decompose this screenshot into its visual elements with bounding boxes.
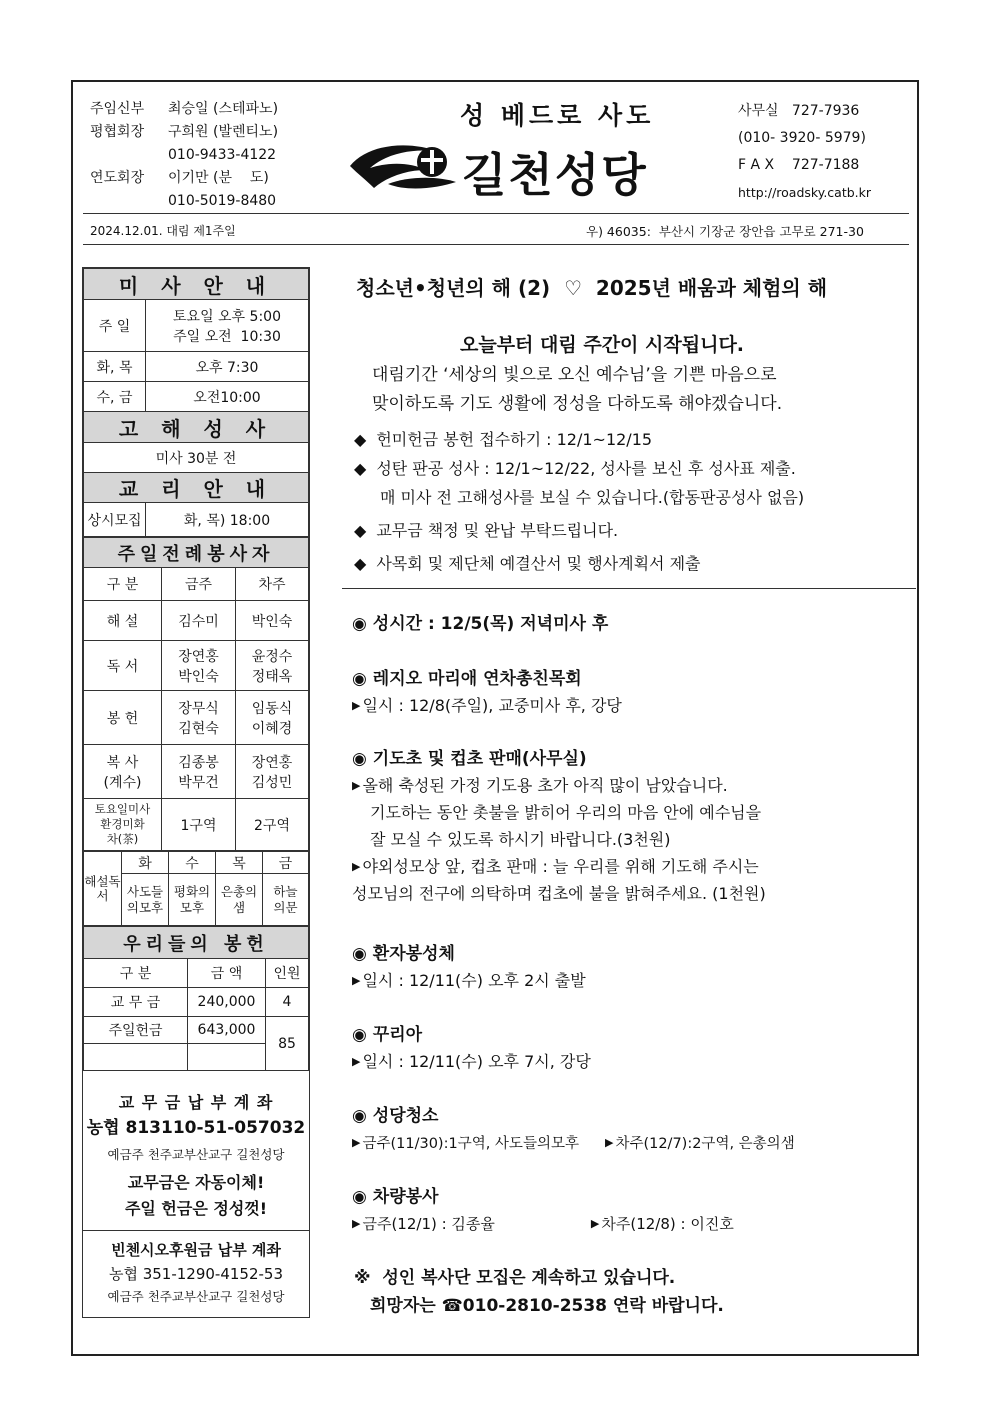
cleaning-title: 성당청소 xyxy=(372,1106,439,1126)
senior-label: 연도회장 xyxy=(90,170,145,186)
tithe-account-box xyxy=(83,1090,309,1222)
offering-this-2: 김현숙 xyxy=(178,720,219,737)
vincent-account-heading: 빈첸시오후원금 납부 계좌 xyxy=(111,1241,281,1259)
bulletin-date: 2024.12.01. 대림 제1주일 xyxy=(90,224,236,238)
notice-2b: 매 미사 전 고해성사를 보실 수 있습니다.(합동판공성사 없음) xyxy=(380,488,805,507)
altar-next-2: 김성민 xyxy=(251,774,293,791)
weekday-tue: 화 xyxy=(122,852,169,874)
triangle-bullet-icon: ▶ xyxy=(352,974,361,987)
notice-list xyxy=(354,425,804,578)
mobile-phone: (010- 3920- 5979) xyxy=(738,130,866,146)
contact-info xyxy=(738,98,871,206)
council-name: 구희원 (발렌티노) xyxy=(168,124,279,140)
offerings-table xyxy=(83,926,309,1071)
notice-3: 교무금 책정 및 완납 부탁드립니다. xyxy=(376,521,619,540)
council-phone: 010-9433-4122 xyxy=(168,147,277,163)
notice-2a: 성탄 판공 성사 : 12/1~12/22, 성사를 보신 후 성사표 제출. xyxy=(376,459,796,478)
triangle-bullet-icon: ▶ xyxy=(352,1217,361,1230)
tithe-people: 4 xyxy=(266,988,309,1017)
diamond-bullet-icon: ◆ xyxy=(354,521,367,540)
target-bullet-icon: ◉ xyxy=(352,749,373,769)
confession-heading: 고 해 성 사 xyxy=(84,412,309,443)
tithe-amount: 240,000 xyxy=(188,988,266,1017)
year-theme: 청소년•청년의 해 (2) ♡ 2025년 배움과 체험의 해 xyxy=(356,276,828,300)
wedfri-label: 수, 금 xyxy=(84,382,146,412)
weekday-wed: 수 xyxy=(169,852,216,874)
recruit-notice xyxy=(354,1264,724,1320)
offering-next-2: 이혜경 xyxy=(251,720,293,737)
tithe-account-number: 농협 813110-51-057032 xyxy=(86,1118,306,1138)
candles-title: 기도초 및 컵초 판매(사무실) xyxy=(372,749,587,769)
mass-heading: 미 사 안 내 xyxy=(84,269,309,300)
offerings-col-amount: 금 액 xyxy=(188,959,266,988)
advent-line-1: 대림기간 ‘세상의 빛으로 오신 예수님’을 기쁜 마음으로 xyxy=(372,365,777,385)
catechism-time: 화, 목) 18:00 xyxy=(146,503,309,537)
sunday-time-1: 토요일 오후 5:00 xyxy=(173,308,281,325)
weekday-fri: 금 xyxy=(263,852,309,874)
sat-next: 2구역 xyxy=(236,799,309,851)
weekday-group-thu-1: 은총의 xyxy=(220,883,258,899)
sat-label-2: 환경미화 xyxy=(100,817,145,831)
reader-this-1: 장연홍 xyxy=(178,648,219,665)
target-bullet-icon: ◉ xyxy=(352,1025,373,1045)
driving-this: 금주(12/1) : 김종율 xyxy=(362,1215,495,1233)
advent-line-2: 맞이하도록 기도 생활에 정성을 다하도록 해야겠습니다. xyxy=(372,394,783,414)
pastor-label: 주임신부 xyxy=(90,101,145,117)
candles-line-1: 올해 축성된 가정 기도용 초가 아직 많이 남았습니다. xyxy=(362,776,728,795)
tithe-account-holder: 예금주 천주교부산교구 길천성당 xyxy=(107,1147,285,1162)
pastor-name: 최승일 (스테파노) xyxy=(168,101,279,117)
leadership-info xyxy=(90,98,278,213)
section-cleaning xyxy=(352,1101,908,1153)
office-phone: 사무실 727-7936 xyxy=(738,103,860,119)
legio-title: 레지오 마리애 연차총친목회 xyxy=(372,669,582,689)
council-label: 평협회장 xyxy=(90,124,145,140)
candles-line-3: 잘 모실 수 있도록 하시기 바랍니다.(3천원) xyxy=(370,830,671,849)
sick-communion-title: 환자봉성체 xyxy=(372,944,455,964)
website-link[interactable]: http://roadsky.catb.kr xyxy=(738,185,872,200)
parish-patron: 성 베드로 사도 xyxy=(460,101,655,130)
cleaning-next: 차주(12/7):2구역, 은총의샘 xyxy=(615,1136,795,1152)
curia-title: 꾸리아 xyxy=(372,1025,423,1045)
weekday-group-wed-2: 모후 xyxy=(179,899,205,915)
sunday-time-2: 주일 오전 10:30 xyxy=(173,328,281,345)
commentary-next: 박인숙 xyxy=(236,601,309,641)
target-bullet-icon: ◉ xyxy=(352,614,373,634)
header-divider xyxy=(83,213,909,214)
offering-this-1: 장무식 xyxy=(178,700,219,717)
sincere-offering-note: 주일 헌금은 정성껏! xyxy=(124,1199,268,1218)
section-holy-hour xyxy=(352,609,608,634)
triangle-bullet-icon: ▶ xyxy=(352,860,361,873)
notice-4: 사목회 및 제단체 예결산서 및 행사계획서 제출 xyxy=(376,554,701,573)
sat-label-3: 차(茶) xyxy=(106,832,139,846)
servers-heading: 주일전례봉사자 xyxy=(84,538,309,568)
weekday-group-wed-1: 평화의 xyxy=(173,883,211,899)
section-sick-communion xyxy=(352,939,586,991)
wedfri-time: 오전10:00 xyxy=(146,382,309,412)
weekday-group-tue-2: 의모후 xyxy=(126,899,164,915)
triangle-bullet-icon: ▶ xyxy=(604,1136,614,1149)
offering-label: 봉 헌 xyxy=(84,691,162,745)
notice-1: 헌미헌금 봉헌 접수하기 : 12/1~12/15 xyxy=(376,430,653,449)
mass-schedule-table xyxy=(83,268,309,537)
triangle-bullet-icon: ▶ xyxy=(352,1055,361,1068)
commentary-label: 해 설 xyxy=(84,601,162,641)
fax-number: F A X 727-7188 xyxy=(738,157,860,173)
notice-divider xyxy=(342,588,916,589)
empty-cell xyxy=(84,1044,188,1071)
offerings-col-people: 인원 xyxy=(266,959,309,988)
diamond-bullet-icon: ◆ xyxy=(354,459,367,478)
curia-detail: 일시 : 12/11(수) 오후 7시, 강당 xyxy=(362,1052,591,1071)
sat-label-1: 토요일미사 xyxy=(94,802,151,816)
driving-title: 차량봉사 xyxy=(372,1187,439,1207)
servers-col-next: 차주 xyxy=(236,568,309,601)
diamond-bullet-icon: ◆ xyxy=(354,554,367,573)
advent-message xyxy=(372,361,782,419)
reader-next-1: 윤정수 xyxy=(251,648,293,665)
senior-name: 이기만 (분 도) xyxy=(168,170,269,186)
parish-name: 길천성당 xyxy=(462,148,648,202)
section-curia xyxy=(352,1020,591,1072)
sunday-label: 주 일 xyxy=(84,300,146,352)
target-bullet-icon: ◉ xyxy=(352,1187,373,1207)
autopay-note: 교무금은 자동이체! xyxy=(127,1173,265,1192)
bank-divider xyxy=(83,1230,309,1231)
advent-title: 오늘부터 대림 주간이 시작됩니다. xyxy=(460,334,745,356)
tithe-account-heading: 교 무 금 납 부 계 좌 xyxy=(118,1093,274,1112)
servers-table xyxy=(83,537,309,851)
senior-phone: 010-5019-8480 xyxy=(168,193,277,209)
triangle-bullet-icon: ▶ xyxy=(352,779,361,792)
altar-this-2: 박무건 xyxy=(178,774,219,791)
triangle-bullet-icon: ▶ xyxy=(352,1136,361,1149)
reader-this-2: 박인숙 xyxy=(178,668,219,685)
cleaning-this: 금주(11/30):1구역, 사도들의모후 xyxy=(362,1136,579,1152)
sunday-offering-amount: 643,000 xyxy=(188,1017,266,1044)
subheader-divider xyxy=(83,244,909,245)
triangle-bullet-icon: ▶ xyxy=(590,1217,600,1230)
recruit-line-2: 희망자는 ☎010-2810-2538 연락 바랍니다. xyxy=(370,1296,724,1316)
commentary-this: 김수미 xyxy=(162,601,236,641)
altar-label-1: 복 사 xyxy=(106,754,139,771)
tuethu-time: 오후 7:30 xyxy=(146,352,309,382)
vincent-account-box xyxy=(83,1238,309,1308)
candles-line-5: 성모님의 전구에 의탁하며 컵초에 불을 밝혀주세요. (1천원) xyxy=(352,884,766,903)
weekday-thu: 목 xyxy=(216,852,263,874)
candles-line-2: 기도하는 동안 촛불을 밝히어 우리의 마음 안에 예수님을 xyxy=(370,803,762,822)
section-driving xyxy=(352,1182,908,1234)
vincent-account-holder: 예금주 천주교부산교구 길천성당 xyxy=(107,1289,285,1304)
reader-next-2: 정태옥 xyxy=(251,668,293,685)
target-bullet-icon: ◉ xyxy=(352,669,373,689)
holy-hour-title: 성시간 : 12/5(목) 저녁미사 후 xyxy=(372,614,609,634)
left-sidebar xyxy=(82,267,310,1318)
catechism-label: 상시모집 xyxy=(84,503,146,537)
altar-label-2: (계수) xyxy=(103,774,142,791)
tithe-label: 교 무 금 xyxy=(84,988,188,1017)
triangle-bullet-icon: ▶ xyxy=(352,699,361,712)
target-bullet-icon: ◉ xyxy=(352,944,373,964)
weekday-group-fri-2: 의문 xyxy=(273,899,298,915)
reader-label: 독 서 xyxy=(84,641,162,691)
sick-communion-detail: 일시 : 12/11(수) 오후 2시 출발 xyxy=(362,971,586,990)
legio-detail: 일시 : 12/8(주일), 교중미사 후, 강당 xyxy=(362,696,622,715)
offerings-heading: 우리들의 봉헌 xyxy=(84,927,309,959)
sunday-offering-people: 85 xyxy=(266,1017,309,1071)
parish-logo-icon xyxy=(348,136,460,196)
weekday-label: 해설독서 xyxy=(84,852,122,926)
tuethu-label: 화, 목 xyxy=(84,352,146,382)
offerings-col-category: 구 분 xyxy=(84,959,188,988)
candles-line-4: 야외성모상 앞, 컵초 판매 : 늘 우리를 위해 기도해 주시는 xyxy=(362,857,759,876)
catechism-heading: 교 리 안 내 xyxy=(84,473,309,503)
confession-text: 미사 30분 전 xyxy=(84,443,309,473)
vincent-account-number: 농협 351-1290-4152-53 xyxy=(108,1265,284,1283)
offering-next-1: 임동식 xyxy=(251,700,293,717)
section-legio xyxy=(352,664,622,716)
empty-cell xyxy=(188,1044,266,1071)
weekday-group-fri-1: 하늘 xyxy=(273,883,298,899)
altar-this-1: 김종봉 xyxy=(178,754,219,771)
weekday-group-thu-2: 샘 xyxy=(232,899,246,915)
section-candles xyxy=(352,744,908,907)
sat-this: 1구역 xyxy=(162,799,236,851)
servers-col-category: 구 분 xyxy=(84,568,162,601)
weekday-readers-table xyxy=(83,851,309,926)
altar-next-1: 장연홍 xyxy=(251,754,293,771)
servers-col-this: 금주 xyxy=(162,568,236,601)
sunday-offering-label: 주일헌금 xyxy=(84,1017,188,1044)
target-bullet-icon: ◉ xyxy=(352,1106,373,1126)
parish-address: 우) 46035: 부산시 기장군 장안읍 고무로 271-30 xyxy=(586,224,864,239)
diamond-bullet-icon: ◆ xyxy=(354,430,367,449)
driving-next: 차주(12/8) : 이진호 xyxy=(601,1215,734,1233)
recruit-line-1: ※ 성인 복사단 모집은 계속하고 있습니다. xyxy=(354,1268,676,1288)
weekday-group-tue-1: 사도들 xyxy=(126,883,164,899)
